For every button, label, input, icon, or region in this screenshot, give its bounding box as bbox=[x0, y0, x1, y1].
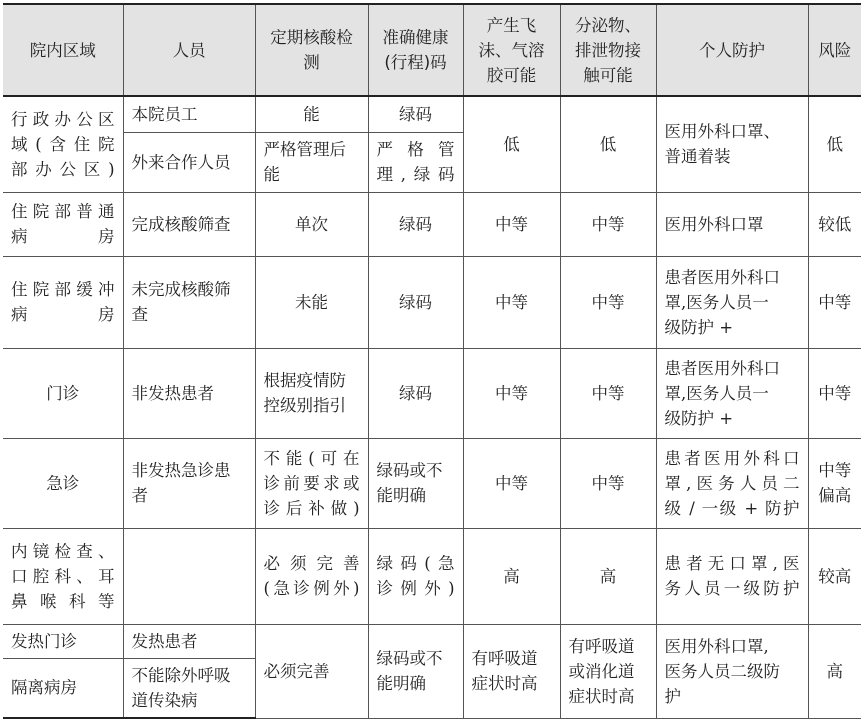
cell-test: 能 bbox=[255, 96, 368, 132]
cell-droplet: 中等 bbox=[463, 348, 560, 438]
cell-risk: 较低 bbox=[808, 192, 861, 256]
header-personnel: 人员 bbox=[123, 4, 255, 96]
cell-personnel: 外来合作人员 bbox=[123, 132, 255, 192]
cell-code: 绿码 bbox=[368, 96, 463, 132]
table-row bbox=[3, 624, 861, 658]
table-row bbox=[3, 438, 861, 528]
cell-personnel: 非发热急诊患 者 bbox=[123, 438, 255, 528]
table-row bbox=[3, 256, 861, 348]
cell-droplet: 中等 bbox=[463, 438, 560, 528]
header-secretion-contact: 分泌物、 排泄物接 触可能 bbox=[560, 4, 656, 96]
cell-code: 绿码 bbox=[368, 348, 463, 438]
cell-protection: 患者医用外科口 罩,医务人员一 级防护 + bbox=[656, 256, 808, 348]
cell-area: 内镜检查、 口腔科、耳 鼻喉科等 bbox=[3, 528, 123, 624]
cell-risk: 中等 偏高 bbox=[808, 438, 861, 528]
risk-table bbox=[3, 3, 861, 719]
cell-test: 严格管理后 能 bbox=[255, 132, 368, 192]
cell-risk: 较高 bbox=[808, 528, 861, 624]
cell-personnel: 未完成核酸筛 查 bbox=[123, 256, 255, 348]
cell-droplet: 低 bbox=[463, 96, 560, 192]
cell-code: 绿码或不 能明确 bbox=[368, 624, 463, 718]
cell-code: 绿码或不 能明确 bbox=[368, 438, 463, 528]
cell-risk: 中等 bbox=[808, 256, 861, 348]
cell-risk: 低 bbox=[808, 96, 861, 192]
cell-test: 必须完善 (急诊例外) bbox=[255, 528, 368, 624]
table-row bbox=[3, 528, 861, 624]
table-row bbox=[3, 96, 861, 132]
cell-droplet: 中等 bbox=[463, 256, 560, 348]
cell-personnel: 非发热患者 bbox=[123, 348, 255, 438]
table-row bbox=[3, 348, 861, 438]
cell-code: 绿码(急 诊例外) bbox=[368, 528, 463, 624]
cell-secretion: 中等 bbox=[560, 192, 656, 256]
table-row bbox=[3, 192, 861, 256]
cell-secretion: 高 bbox=[560, 528, 656, 624]
cell-droplet: 有呼吸道 症状时高 bbox=[463, 624, 560, 718]
cell-test: 必须完善 bbox=[255, 624, 368, 718]
cell-secretion: 有呼吸道 或消化道 症状时高 bbox=[560, 624, 656, 718]
cell-secretion: 中等 bbox=[560, 256, 656, 348]
cell-protection: 患者医用外科口 罩,医务人员二 级 / 一级 + 防护 bbox=[656, 438, 808, 528]
cell-protection: 医用外科口罩、 普通着装 bbox=[656, 96, 808, 192]
cell-area: 住院部缓冲 病房 bbox=[3, 256, 123, 348]
header-personal-protection: 个人防护 bbox=[656, 4, 808, 96]
cell-protection: 患者医用外科口 罩,医务人员一 级防护 + bbox=[656, 348, 808, 438]
cell-droplet: 高 bbox=[463, 528, 560, 624]
cell-protection: 医用外科口罩 bbox=[656, 192, 808, 256]
cell-area: 行政办公区 域(含住院 部办公区) bbox=[3, 96, 123, 192]
header-nucleic-test: 定期核酸检 测 bbox=[255, 4, 368, 96]
cell-droplet: 中等 bbox=[463, 192, 560, 256]
cell-protection: 医用外科口罩, 医务人员二级防 护 bbox=[656, 624, 808, 718]
header-health-code: 准确健康 (行程)码 bbox=[368, 4, 463, 96]
cell-area: 隔离病房 bbox=[3, 658, 123, 718]
cell-personnel: 发热患者 bbox=[123, 624, 255, 658]
cell-area: 发热门诊 bbox=[3, 624, 123, 658]
cell-code: 绿码 bbox=[368, 256, 463, 348]
cell-personnel: 不能除外呼吸 道传染病 bbox=[123, 658, 255, 718]
cell-personnel bbox=[123, 528, 255, 624]
cell-secretion: 中等 bbox=[560, 348, 656, 438]
cell-code: 严格管 理,绿码 bbox=[368, 132, 463, 192]
header-droplet-aerosol: 产生飞 沫、气溶 胶可能 bbox=[463, 4, 560, 96]
cell-test: 不能(可在 诊前要求或 诊后补做) bbox=[255, 438, 368, 528]
header-area: 院内区域 bbox=[3, 4, 123, 96]
cell-risk: 中等 bbox=[808, 348, 861, 438]
cell-secretion: 低 bbox=[560, 96, 656, 192]
header-risk: 风险 bbox=[808, 4, 861, 96]
table-header-row bbox=[3, 4, 861, 96]
cell-area: 住院部普通 病房 bbox=[3, 192, 123, 256]
cell-code: 绿码 bbox=[368, 192, 463, 256]
cell-test: 单次 bbox=[255, 192, 368, 256]
cell-risk: 高 bbox=[808, 624, 861, 718]
cell-test: 未能 bbox=[255, 256, 368, 348]
cell-personnel: 完成核酸筛查 bbox=[123, 192, 255, 256]
cell-area: 门诊 bbox=[3, 348, 123, 438]
cell-area: 急诊 bbox=[3, 438, 123, 528]
cell-personnel: 本院员工 bbox=[123, 96, 255, 132]
cell-test: 根据疫情防 控级别指引 bbox=[255, 348, 368, 438]
cell-secretion: 中等 bbox=[560, 438, 656, 528]
cell-protection: 患者无口罩,医 务人员一级防护 bbox=[656, 528, 808, 624]
